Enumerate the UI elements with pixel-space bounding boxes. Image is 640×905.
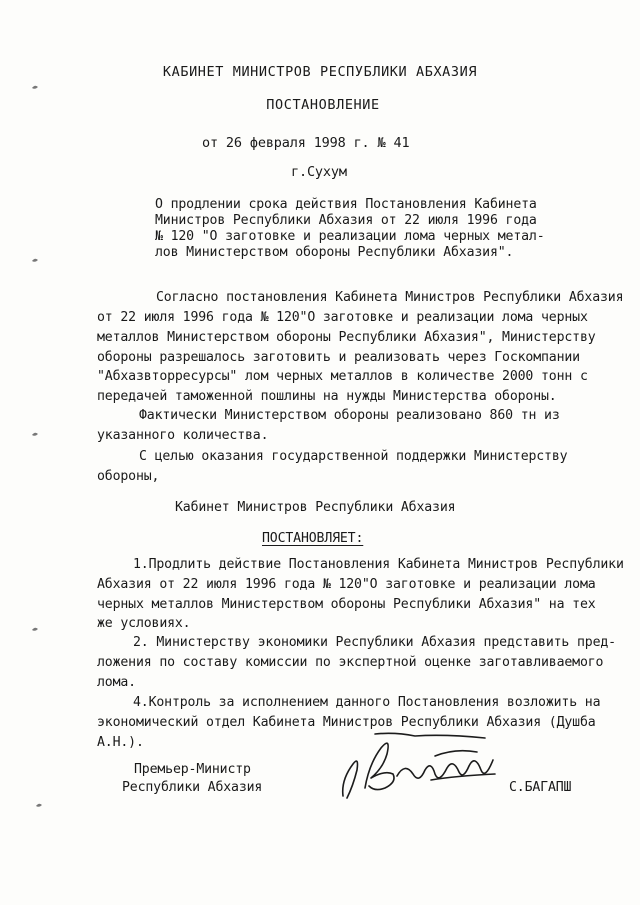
body-line: обороны разрешалось заготовить и реализовать через Госкомпании xyxy=(97,350,580,365)
cabinet-line: Кабинет Министров Республики Абхазия xyxy=(175,500,456,515)
subject-line: лов Министерством обороны Республики Абхазия". xyxy=(155,245,514,260)
date-number: от 26 февраля 1998 г. № 41 xyxy=(202,135,410,151)
body-line: С целью оказания государственной поддержки Министерству xyxy=(139,449,568,464)
signer-title: Премьер-Министр xyxy=(134,762,251,777)
body-line: металлов Министерством обороны Республики Абхазия", Министерству xyxy=(97,330,596,345)
body-line: "Абхазвторресурсы" лом черных металлов в количестве 2000 тонн с xyxy=(97,369,588,384)
doc-type-title: ПОСТАНОВЛЕНИЕ xyxy=(266,97,380,113)
city: г.Сухум xyxy=(291,164,347,180)
item-line: 1.Продлить действие Постановления Кабинета Министров Республики xyxy=(133,557,624,572)
body-line: указанного количества. xyxy=(97,428,269,443)
body-line: обороны, xyxy=(97,469,160,484)
body-line: Согласно постановления Кабинета Министров Республики Абхазия xyxy=(156,290,624,305)
item-line: Абхазия от 22 июля 1996 года № 120"О заготовке и реализации лома xyxy=(97,577,596,592)
item-line: ложения по составу комиссии по экспертной оценке заготавливаемого xyxy=(97,655,604,670)
body-line: от 22 июля 1996 года № 120"О заготовке и реализации лома черных xyxy=(97,310,588,325)
subject-line: Министров Республики Абхазия от 22 июля 1996 года xyxy=(155,213,537,228)
item-line: лома. xyxy=(97,675,136,690)
punch-hole-mark xyxy=(35,802,43,809)
item-line: 4.Контроль за исполнением данного Постановления возложить на xyxy=(133,695,601,710)
item-line: черных металлов Министерством обороны Республики Абхазия" на тех xyxy=(97,597,596,612)
signer-title: Республики Абхазия xyxy=(122,780,263,795)
body-line: Фактически Министерством обороны реализовано 860 тн из xyxy=(139,408,560,423)
resolves-heading: ПОСТАНОВЛЯЕТ: xyxy=(262,531,364,546)
item-line: же условиях. xyxy=(97,616,191,631)
item-line: 2. Министерству экономики Республики Абхазия представить пред- xyxy=(133,635,616,650)
item-line: экономический отдел Кабинета Министров Республики Абхазия (Душба xyxy=(97,715,596,730)
punch-hole-mark xyxy=(31,84,39,91)
punch-hole-mark xyxy=(31,626,39,633)
subject-line: О продлении срока действия Постановления Кабинета xyxy=(155,197,537,212)
punch-hole-mark xyxy=(31,431,39,438)
handwritten-signature xyxy=(335,730,510,805)
item-line: А.Н.). xyxy=(97,735,144,750)
org-title: КАБИНЕТ МИНИСТРОВ РЕСПУБЛИКИ АБХАЗИЯ xyxy=(162,64,478,80)
signer-name: С.БАГАПШ xyxy=(509,780,572,795)
subject-line: № 120 "О заготовке и реализации лома черных метал- xyxy=(155,229,545,244)
punch-hole-mark xyxy=(31,257,39,264)
body-line: передачей таможенной пошлины на нужды Министерства обороны. xyxy=(97,389,557,404)
